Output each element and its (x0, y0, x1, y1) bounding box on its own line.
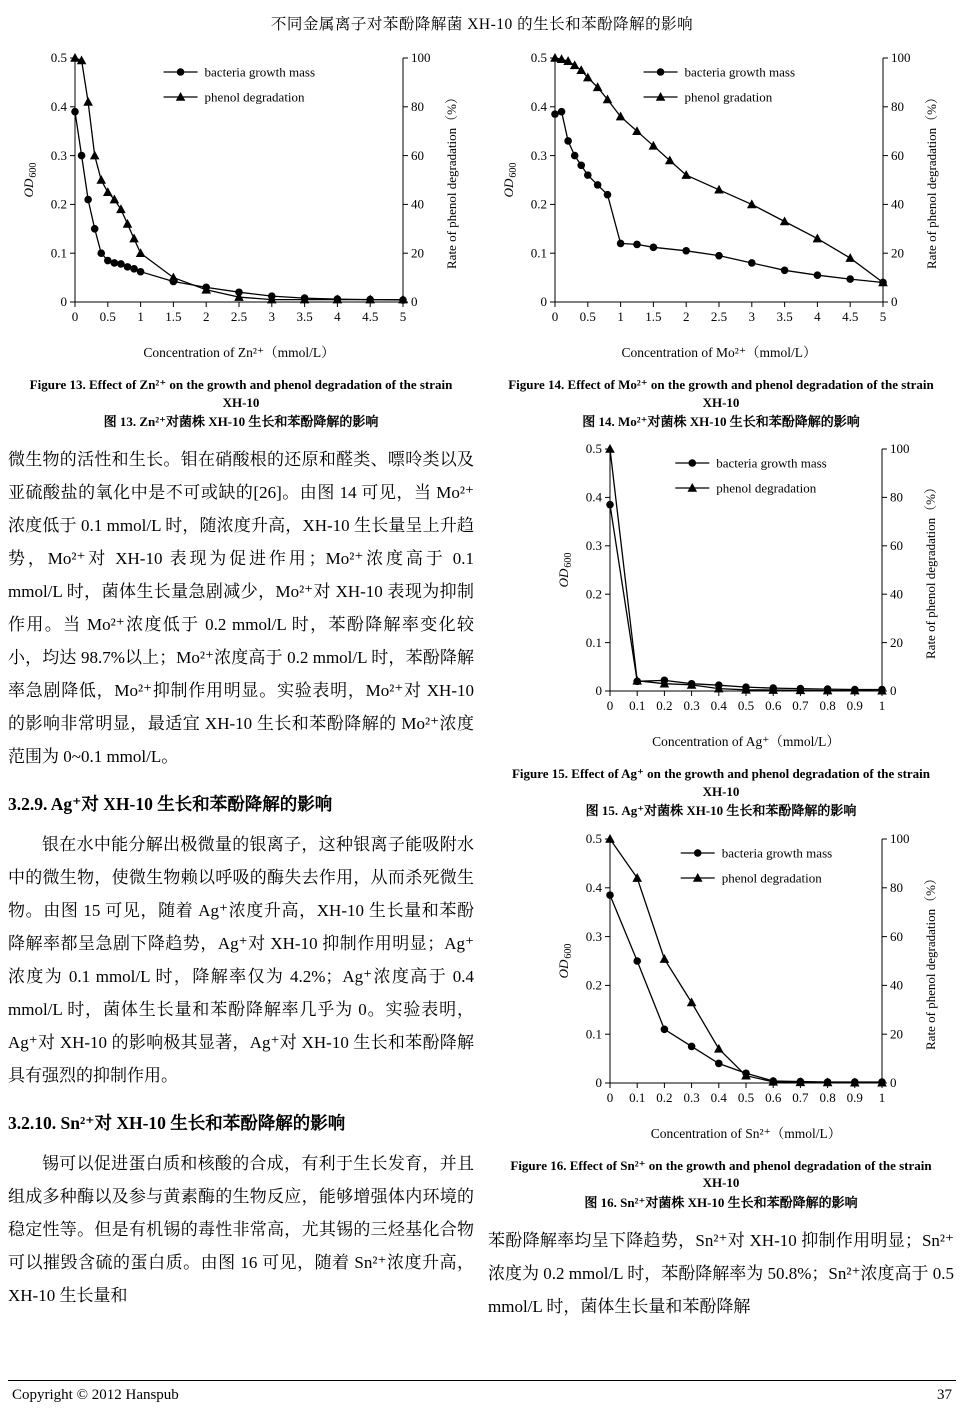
paragraph-ag: 银在水中能分解出极微量的银离子，这种银离子能吸附水中的微生物，使微生物赖以呼吸的酶失去作用，从而杀死微生物。由图 15 可见，随着 Ag⁺浓度升高，XH-10 生长量和苯酚降解率都呈急剧下降趋势，Ag⁺对 XH-10 抑制作用明显；Ag⁺浓度为 0.1 mmol/L 时，降解率仅为 4.2%；Ag⁺浓度高于 0.4 mmol/L 时，菌体生长量和苯酚降解率几乎为 0。实验表明，Ag⁺对 XH-10 的影响极其显著，Ag⁺对 XH-10 生长和苯酚降解具有强烈的抑制作用。 (8, 835, 474, 1086)
svg-text:0.3: 0.3 (50, 147, 67, 163)
right-column (488, 46, 954, 1323)
svg-text:OD600: $OD_{600}$ (556, 943, 574, 978)
copyright-text: Copyright © 2012 Hanspub (12, 1387, 179, 1403)
svg-text:0.2: 0.2 (585, 586, 602, 602)
svg-text:4: 4 (814, 309, 821, 324)
figure-chart-svg (497, 46, 945, 368)
svg-text:0.2: 0.2 (50, 196, 67, 212)
svg-text:0: 0 (891, 294, 898, 310)
running-title: 不同金属离子对苯酚降解菌 XH-10 的生长和苯酚降解的影响 (270, 16, 694, 33)
svg-text:0: 0 (411, 294, 418, 310)
figure-15-caption-zh: 图 15. Ag⁺对菌株 XH-10 生长和苯酚降解的影响 (585, 803, 857, 819)
svg-text:0.5: 0.5 (585, 441, 602, 457)
svg-text:1: 1 (617, 309, 624, 324)
svg-text:0.2: 0.2 (656, 698, 673, 714)
svg-text:0.7: 0.7 (792, 1089, 809, 1105)
figure-15-chart (552, 437, 944, 757)
svg-text:80: 80 (411, 99, 424, 114)
svg-text:0.6: 0.6 (765, 698, 782, 714)
svg-text:3: 3 (748, 309, 756, 324)
figure-14-caption (488, 376, 954, 431)
svg-text:Rate of phenol degradation（%）: Rate of phenol degradation（%） (444, 91, 459, 269)
svg-text:Rate of phenol degradation（%）: Rate of phenol degradation（%） (923, 481, 938, 660)
svg-text:80: 80 (890, 879, 903, 895)
svg-text:0.4: 0.4 (710, 698, 727, 714)
svg-text:OD600: $OD_{600}$ (501, 162, 519, 198)
svg-text:0.8: 0.8 (819, 1089, 836, 1105)
figure-chart-svg (17, 46, 465, 368)
svg-text:phenol degradation: phenol degradation (204, 89, 305, 105)
svg-text:100: 100 (890, 441, 910, 457)
svg-text:60: 60 (890, 928, 903, 944)
svg-text:2.5: 2.5 (230, 309, 248, 324)
svg-text:0: 0 (890, 683, 897, 699)
svg-text:0: 0 (606, 698, 614, 714)
svg-text:0: 0 (606, 1089, 614, 1105)
svg-text:bacteria growth mass: bacteria growth mass (721, 845, 833, 861)
figure-15 (488, 437, 954, 820)
svg-text:0.2: 0.2 (656, 1089, 673, 1105)
svg-text:0: 0 (551, 309, 559, 324)
svg-text:40: 40 (890, 586, 903, 602)
svg-text:Concentration of Zn²⁺（mmol/L）: Concentration of Zn²⁺（mmol/L） (143, 345, 335, 360)
svg-text:100: 100 (890, 830, 910, 846)
svg-text:0: 0 (595, 1074, 602, 1090)
svg-text:0.5: 0.5 (579, 309, 596, 324)
svg-text:0.1: 0.1 (629, 1089, 646, 1105)
svg-text:0: 0 (71, 309, 79, 324)
svg-text:0.5: 0.5 (50, 50, 67, 66)
svg-text:60: 60 (411, 147, 424, 163)
svg-text:Concentration of Sn²⁺（mmol/L）: Concentration of Sn²⁺（mmol/L） (650, 1125, 842, 1141)
svg-text:4.5: 4.5 (362, 309, 379, 324)
svg-text:5: 5 (879, 309, 887, 324)
svg-text:1.5: 1.5 (645, 309, 662, 324)
figure-14 (488, 46, 954, 431)
svg-text:20: 20 (411, 245, 424, 261)
svg-text:0.1: 0.1 (629, 698, 646, 714)
svg-text:phenol degradation: phenol degradation (716, 480, 817, 496)
svg-text:100: 100 (891, 50, 911, 66)
figure-14-caption-en: Figure 14. Effect of Mo²⁺ on the growth and phenol degradation of the strain XH-10 (508, 377, 934, 410)
svg-text:0.1: 0.1 (50, 245, 67, 261)
svg-text:Concentration of Ag⁺（mmol/L）: Concentration of Ag⁺（mmol/L） (652, 734, 840, 750)
figure-13-caption-zh: 图 13. Zn²⁺对菌株 XH-10 生长和苯酚降解的影响 (103, 414, 379, 430)
figure-14-chart (497, 46, 945, 368)
svg-text:20: 20 (890, 635, 903, 651)
svg-text:0.8: 0.8 (819, 698, 836, 714)
heading-3-2-9: 3.2.9. Ag⁺对 XH-10 生长和苯酚降解的影响 (8, 794, 333, 815)
svg-text:0.4: 0.4 (530, 99, 547, 114)
svg-text:0.5: 0.5 (585, 830, 602, 846)
left-column (8, 46, 474, 1323)
svg-text:0.3: 0.3 (530, 147, 547, 163)
figure-16-caption (488, 1157, 954, 1212)
svg-text:0.3: 0.3 (683, 1089, 700, 1105)
svg-text:2.5: 2.5 (710, 309, 728, 324)
figure-14-caption-zh: 图 14. Mo²⁺对菌株 XH-10 生长和苯酚降解的影响 (582, 414, 860, 430)
svg-text:0.4: 0.4 (585, 879, 602, 895)
paragraph-mo: 微生物的活性和生长。钼在硝酸根的还原和醛类、嘌呤类以及亚硫酸盐的氧化中是不可或缺的[26]。由图 14 可见，当 Mo²⁺浓度低于 0.1 mmol/L 时，随浓度升高，XH-10 生长量呈上升趋势，Mo²⁺对 XH-10 表现为促进作用；Mo²⁺浓度高于 0.1 mmol/L 时，菌体生长量急剧减少，Mo²⁺对 XH-10 表现为抑制作用。当 Mo²⁺浓度低于 0.2 mmol/L 时，苯酚降解率变化较小，均达 98.7%以上；Mo²⁺浓度高于 0.2 mmol/L 时，苯酚降解率急剧降低，Mo²⁺抑制作用明显。实验表明，Mo²⁺对 XH-10 的影响非常明显，最适宜 XH-10 生长和苯酚降解的 Mo²⁺浓度范围为 0~0.1 mmol/L。 (8, 450, 474, 767)
svg-text:1: 1 (878, 698, 886, 714)
svg-text:1.5: 1.5 (165, 309, 182, 324)
svg-text:3.5: 3.5 (776, 309, 793, 324)
svg-text:0.6: 0.6 (765, 1089, 782, 1105)
svg-text:0.4: 0.4 (585, 489, 602, 505)
svg-text:OD600: $OD_{600}$ (556, 552, 574, 588)
svg-text:0.2: 0.2 (585, 977, 602, 993)
svg-text:Rate of phenol degradation（%）: Rate of phenol degradation（%） (924, 91, 939, 269)
svg-text:0.5: 0.5 (99, 309, 116, 324)
svg-text:80: 80 (891, 99, 904, 114)
svg-text:40: 40 (411, 196, 424, 212)
svg-text:Rate of phenol degradation（%）: Rate of phenol degradation（%） (923, 871, 938, 1050)
svg-text:0: 0 (595, 683, 602, 699)
figure-16-caption-zh: 图 16. Sn²⁺对菌株 XH-10 生长和苯酚降解的影响 (584, 1194, 858, 1210)
svg-text:OD600: $OD_{600}$ (21, 162, 39, 198)
svg-text:20: 20 (891, 245, 904, 261)
svg-text:bacteria growth mass: bacteria growth mass (716, 455, 827, 471)
svg-text:0.4: 0.4 (50, 99, 67, 114)
svg-text:3.5: 3.5 (296, 309, 313, 324)
svg-text:0.5: 0.5 (530, 50, 547, 66)
svg-text:phenol degradation: phenol degradation (721, 870, 822, 886)
svg-text:0: 0 (890, 1074, 897, 1090)
figure-13-caption-en: Figure 13. Effect of Zn²⁺ on the growth and phenol degradation of the strain XH-10 (29, 377, 453, 410)
svg-text:0.9: 0.9 (846, 698, 863, 714)
page-footer (8, 1380, 956, 1404)
svg-text:0.1: 0.1 (585, 1025, 602, 1041)
svg-text:0.7: 0.7 (792, 698, 809, 714)
svg-text:0.3: 0.3 (585, 928, 602, 944)
svg-text:60: 60 (891, 147, 904, 163)
svg-text:5: 5 (399, 309, 407, 324)
page-header (8, 8, 956, 46)
svg-text:phenol gradation: phenol gradation (684, 89, 773, 105)
svg-text:1: 1 (878, 1089, 886, 1105)
svg-text:20: 20 (890, 1025, 903, 1041)
figure-16 (488, 827, 954, 1212)
svg-text:2: 2 (682, 309, 690, 324)
svg-text:80: 80 (890, 489, 903, 505)
svg-text:0.9: 0.9 (846, 1089, 863, 1105)
svg-text:100: 100 (411, 50, 431, 66)
figure-chart-svg (552, 827, 944, 1149)
svg-text:0.1: 0.1 (530, 245, 547, 261)
svg-text:40: 40 (891, 196, 904, 212)
paragraph-sn: 锡可以促进蛋白质和核酸的合成，有利于生长发育，并且组成多种酶以及参与黄素酶的生物反应，能够增强体内环境的稳定性等。但是有机锡的毒性非常高，尤其锡的三烃基化合物可以摧毁含硫的蛋白质。由图 16 可见，随着 Sn²⁺浓度升高，XH-10 生长量和 (8, 1154, 474, 1306)
figure-13-caption (8, 376, 474, 431)
figure-15-caption (488, 765, 954, 820)
paragraph-sn-continued: 苯酚降解率均呈下降趋势，Sn²⁺对 XH-10 抑制作用明显；Sn²⁺浓度为 0.2 mmol/L 时，苯酚降解率为 50.8%；Sn²⁺浓度高于 0.5 mmol/L 时，菌体生长量和苯酚降解 (488, 1230, 954, 1316)
svg-text:0.5: 0.5 (737, 698, 755, 714)
svg-text:0.1: 0.1 (585, 635, 602, 651)
svg-text:0.3: 0.3 (683, 698, 700, 714)
svg-text:0.4: 0.4 (710, 1089, 727, 1105)
svg-text:0.5: 0.5 (737, 1089, 755, 1105)
heading-3-2-10: 3.2.10. Sn²⁺对 XH-10 生长和苯酚降解的影响 (8, 1113, 346, 1134)
svg-text:2: 2 (202, 309, 210, 324)
figure-chart-svg (552, 437, 944, 757)
figure-16-chart (552, 827, 944, 1149)
figure-13 (8, 46, 474, 431)
svg-text:bacteria growth mass: bacteria growth mass (204, 64, 316, 80)
svg-text:40: 40 (890, 977, 903, 993)
svg-text:0: 0 (540, 294, 547, 310)
svg-text:bacteria growth mass: bacteria growth mass (684, 64, 796, 80)
figure-15-caption-en: Figure 15. Effect of Ag⁺ on the growth and phenol degradation of the strain XH-10 (511, 766, 931, 799)
svg-text:0: 0 (60, 294, 67, 310)
svg-text:0.3: 0.3 (585, 538, 602, 554)
figure-13-chart (17, 46, 465, 368)
svg-text:4: 4 (334, 309, 341, 324)
figure-16-caption-en: Figure 16. Effect of Sn²⁺ on the growth and phenol degradation of the strain XH-10 (510, 1157, 932, 1191)
svg-text:Concentration of Mo²⁺（mmol/L）: Concentration of Mo²⁺（mmol/L） (621, 345, 817, 360)
svg-text:4.5: 4.5 (842, 309, 859, 324)
svg-text:3: 3 (268, 309, 276, 324)
svg-text:60: 60 (890, 538, 903, 554)
svg-text:1: 1 (137, 309, 144, 324)
page-number: 37 (937, 1387, 952, 1403)
content-columns (8, 46, 956, 1323)
svg-text:0.2: 0.2 (530, 196, 547, 212)
